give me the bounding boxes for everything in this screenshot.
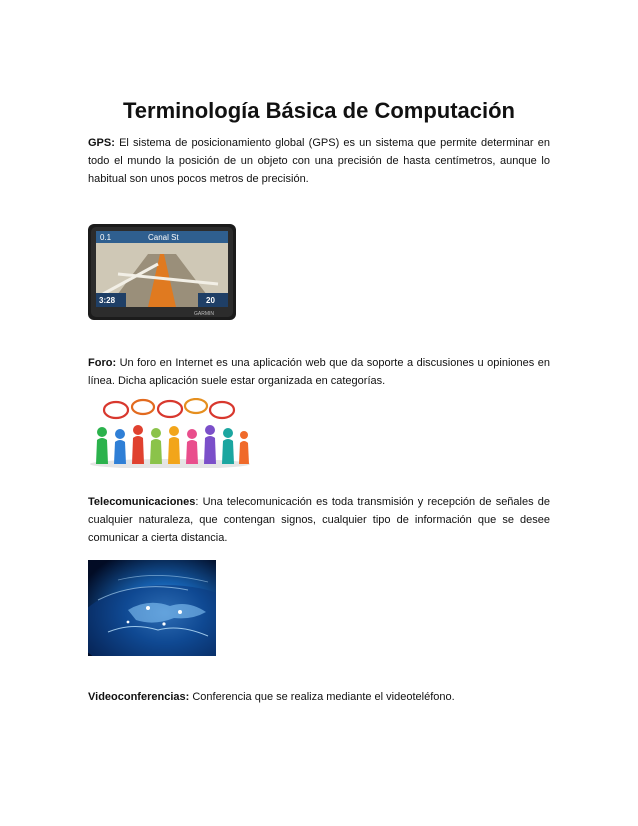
video-paragraph: [88, 688, 550, 706]
telecom-term: Telecomunicaciones: [88, 496, 196, 508]
telecom-definition: : Una telecomunicación es toda transmisión y recepción de señales de cualquier naturaleza, que contengan signos, cualquier tipo de información que se desee comunicar a cierta distancia.: [88, 496, 550, 544]
foro-definition: Un foro en Internet es una aplicación web que da soporte a discusiones u opiniones en línea. Dicha aplicación suele estar organizada en categorías.: [88, 357, 550, 387]
gps-time-label: 3:28: [99, 296, 116, 305]
foro-paragraph: [88, 354, 550, 390]
page-title: Terminología Básica de Computación: [123, 98, 515, 123]
gps-term: GPS:: [88, 137, 115, 149]
forum-people-image: [88, 398, 252, 468]
video-definition: Conferencia que se realiza mediante el videoteléfono.: [189, 691, 455, 703]
gps-brand-label: GARMIN: [194, 311, 214, 317]
gps-device-image: [88, 224, 236, 320]
video-term: Videoconferencias:: [88, 691, 190, 703]
foro-term: Foro:: [88, 357, 117, 369]
telecom-globe-image: [88, 560, 216, 656]
gps-paragraph: [88, 134, 550, 188]
gps-street-label: Canal St: [148, 233, 179, 242]
gps-temp-label: 20: [206, 296, 215, 305]
telecom-paragraph: [88, 493, 550, 547]
gps-distance-label: 0.1: [100, 233, 112, 242]
gps-definition: El sistema de posicionamiento global (GPS) es un sistema que permite determinar en todo el mundo la posición de un objeto con una precisión de hasta centímetros, aunque lo habitual son unos pocos metros de precisión.: [88, 137, 550, 185]
